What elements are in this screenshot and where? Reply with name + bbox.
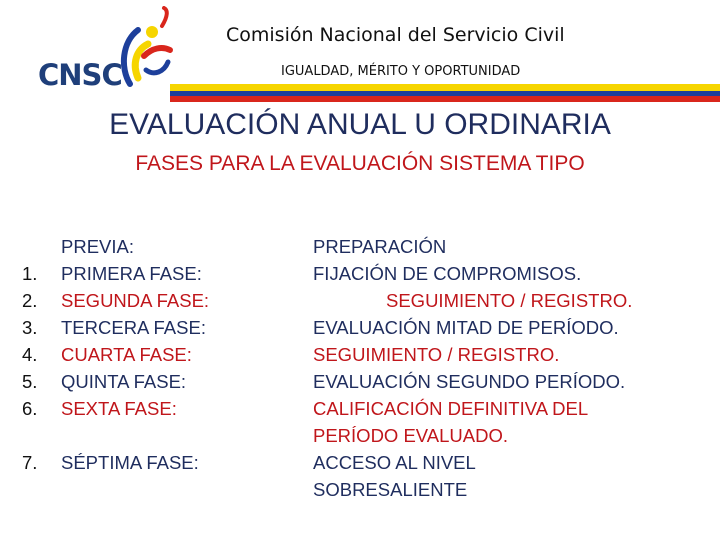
phase-description: PREPARACIÓN (313, 236, 447, 257)
motto: IGUALDAD, MÉRITO Y OPORTUNIDAD (281, 64, 521, 79)
phase-number: 6. (22, 398, 38, 419)
org-name: Comisión Nacional del Servicio Civil (226, 24, 565, 46)
phase-label: SEXTA FASE: (61, 398, 177, 419)
flag-stripe (170, 84, 720, 102)
phase-label: PREVIA: (61, 236, 134, 257)
phase-description: FIJACIÓN DE COMPROMISOS. (313, 263, 582, 284)
phase-number: 7. (22, 452, 38, 473)
phase-description: ACCESO AL NIVEL (313, 452, 476, 473)
phase-description: CALIFICACIÓN DEFINITIVA DEL (313, 398, 589, 419)
phase-number: 3. (22, 317, 38, 338)
phase-label: CUARTA FASE: (61, 344, 192, 365)
phase-label: QUINTA FASE: (61, 371, 187, 392)
logo-text: CNSC (38, 58, 122, 92)
flag-stripe-red (170, 96, 720, 102)
phase-number: 5. (22, 371, 38, 392)
phase-label: SEGUNDA FASE: (61, 290, 210, 311)
cnsc-logo-icon (118, 6, 178, 90)
phase-description-continued: SOBRESALIENTE (313, 479, 468, 500)
page-subtitle: FASES PARA LA EVALUACIÓN SISTEMA TIPO (135, 152, 585, 175)
phase-description-continued: PERÍODO EVALUADO. (313, 425, 508, 446)
phase-number: 2. (22, 290, 38, 311)
phase-label: PRIMERA FASE: (61, 263, 202, 284)
phase-description: SEGUIMIENTO / REGISTRO. (313, 344, 560, 365)
phase-description: SEGUIMIENTO / REGISTRO. (386, 290, 633, 311)
phase-label: SÉPTIMA FASE: (61, 452, 199, 473)
phase-number: 4. (22, 344, 38, 365)
phase-description: EVALUACIÓN MITAD DE PERÍODO. (313, 317, 619, 338)
phase-label: TERCERA FASE: (61, 317, 206, 338)
phase-description: EVALUACIÓN SEGUNDO PERÍODO. (313, 371, 626, 392)
flag-stripe-yellow (170, 84, 720, 91)
phase-number: 1. (22, 263, 38, 284)
page-title: EVALUACIÓN ANUAL U ORDINARIA (109, 108, 611, 141)
